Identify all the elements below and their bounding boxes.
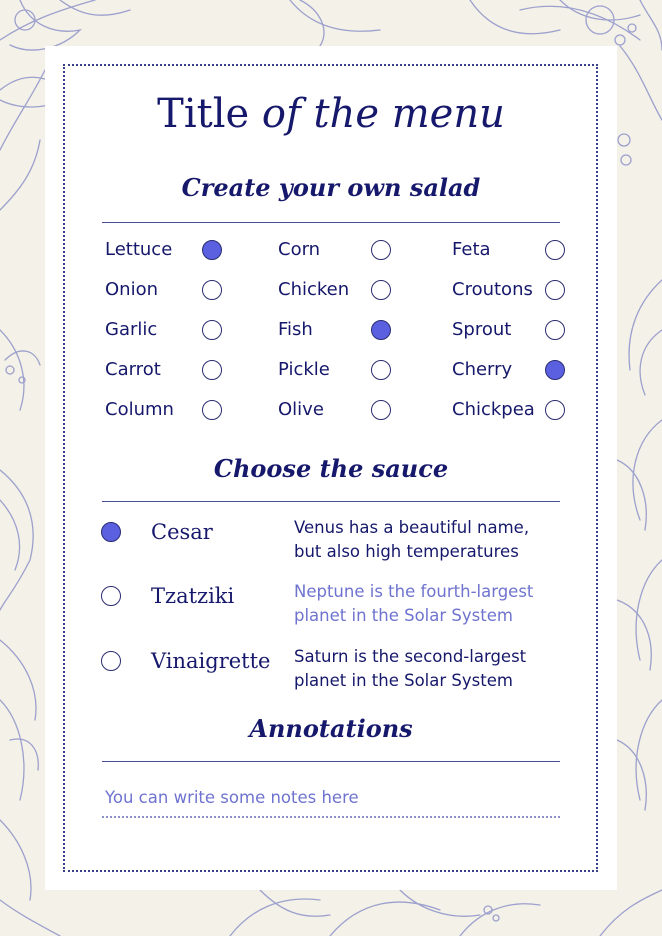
salad-option-radio[interactable] xyxy=(202,360,222,380)
salad-option-radio[interactable] xyxy=(545,280,565,300)
sauce-option-description: Venus has a beautiful name, but also high temperatures xyxy=(294,518,530,561)
sauce-option-name: Tzatziki xyxy=(151,584,235,608)
annotations-divider xyxy=(102,761,560,762)
sauce-option-radio[interactable] xyxy=(101,586,121,606)
sauce-divider xyxy=(102,501,560,502)
salad-option-radio[interactable] xyxy=(371,360,391,380)
salad-option-radio[interactable] xyxy=(371,240,391,260)
salad-option-label: Pickle xyxy=(278,359,330,380)
sauce-option-description: Neptune is the fourth-largest planet in the Solar System xyxy=(294,582,534,625)
salad-option-radio[interactable] xyxy=(545,240,565,260)
notes-underline xyxy=(102,816,560,818)
salad-option-radio[interactable] xyxy=(371,280,391,300)
salad-option-radio[interactable] xyxy=(202,400,222,420)
annotations-heading: Annotations xyxy=(249,714,413,743)
salad-option-label: Sprout xyxy=(452,319,512,340)
salad-option-label: Chicken xyxy=(278,279,350,300)
salad-option-radio[interactable] xyxy=(202,320,222,340)
salad-option-label: Fish xyxy=(278,319,313,340)
salad-option-radio[interactable] xyxy=(202,240,222,260)
sauce-option-radio[interactable] xyxy=(101,522,121,542)
title-part-italic: of the menu xyxy=(261,91,505,137)
sauce-heading: Choose the sauce xyxy=(213,454,449,483)
salad-option-label: Olive xyxy=(278,399,324,420)
salad-option-label: Carrot xyxy=(105,359,161,380)
salad-option-radio[interactable] xyxy=(545,400,565,420)
sauce-option-name: Vinaigrette xyxy=(151,649,271,673)
salad-option-label: Onion xyxy=(105,279,158,300)
salad-option-label: Chickpea xyxy=(452,399,535,420)
salad-option-label: Column xyxy=(105,399,174,420)
salad-option-radio[interactable] xyxy=(545,320,565,340)
salad-divider xyxy=(102,222,560,223)
salad-option-label: Croutons xyxy=(452,279,533,300)
salad-option-radio[interactable] xyxy=(202,280,222,300)
sauce-option-description: Saturn is the second-largest planet in the Solar System xyxy=(294,647,527,690)
page-title xyxy=(45,86,617,142)
salad-option-label: Feta xyxy=(452,239,491,260)
salad-heading: Create your own salad xyxy=(181,173,481,202)
sauce-option-radio[interactable] xyxy=(101,651,121,671)
sauce-option-name: Cesar xyxy=(151,520,213,544)
title-part-regular: Title xyxy=(157,91,262,137)
notes-input[interactable]: You can write some notes here xyxy=(105,788,359,807)
salad-option-label: Cherry xyxy=(452,359,513,380)
salad-option-label: Garlic xyxy=(105,319,158,340)
salad-option-radio[interactable] xyxy=(371,320,391,340)
salad-option-radio[interactable] xyxy=(545,360,565,380)
salad-option-radio[interactable] xyxy=(371,400,391,420)
salad-option-label: Lettuce xyxy=(105,239,173,260)
salad-option-label: Corn xyxy=(278,239,321,260)
